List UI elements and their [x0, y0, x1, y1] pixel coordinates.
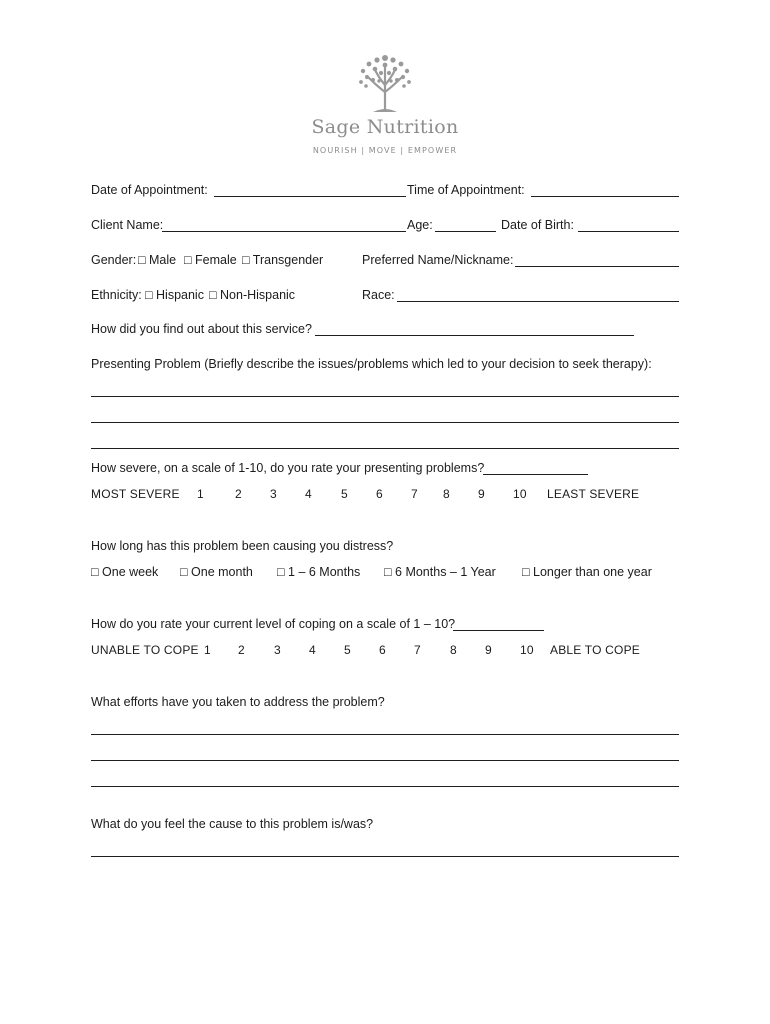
coping-high-label: ABLE TO COPE — [550, 643, 640, 657]
date-of-appointment-field[interactable] — [214, 196, 406, 197]
race-label: Race: — [362, 288, 395, 302]
cause-question: What do you feel the cause to this problem is/was? — [91, 817, 374, 831]
severity-scale-4[interactable]: 4 — [305, 487, 312, 501]
coping-scale-5[interactable]: 5 — [344, 643, 351, 657]
brand-tagline: NOURISH | MOVE | EMPOWER — [312, 146, 458, 155]
efforts-line-2[interactable] — [91, 760, 679, 761]
presenting-problem-line-2[interactable] — [91, 422, 679, 423]
severity-high-label: LEAST SEVERE — [547, 487, 640, 501]
coping-scale-3[interactable]: 3 — [274, 643, 281, 657]
severity-field[interactable] — [483, 474, 588, 475]
coping-scale-1[interactable]: 1 — [204, 643, 211, 657]
coping-field[interactable] — [453, 630, 544, 631]
severity-question: How severe, on a scale of 1-10, do you rate your presenting problems? — [91, 461, 485, 475]
severity-scale-10[interactable]: 10 — [513, 487, 527, 501]
date-of-appointment-label: Date of Appointment: — [91, 183, 208, 197]
severity-scale-9[interactable]: 9 — [478, 487, 485, 501]
client-name-field[interactable] — [162, 231, 406, 232]
severity-scale-8[interactable]: 8 — [443, 487, 450, 501]
coping-scale-7[interactable]: 7 — [414, 643, 421, 657]
duration-option-one-month[interactable]: □ One month — [180, 565, 253, 579]
sage-nutrition-logo — [0, 0, 770, 160]
severity-low-label: MOST SEVERE — [91, 487, 180, 501]
ethnicity-option-hispanic[interactable]: □ Hispanic — [145, 288, 204, 302]
duration-question: How long has this problem been causing you distress? — [91, 539, 394, 553]
race-field[interactable] — [397, 301, 679, 302]
age-field[interactable] — [435, 231, 496, 232]
severity-scale-1[interactable]: 1 — [197, 487, 204, 501]
severity-scale-7[interactable]: 7 — [411, 487, 418, 501]
severity-scale-5[interactable]: 5 — [341, 487, 348, 501]
gender-label: Gender: — [91, 253, 137, 267]
ethnicity-label: Ethnicity: — [91, 288, 142, 302]
efforts-question: What efforts have you taken to address the problem? — [91, 695, 385, 709]
find-out-field[interactable] — [315, 335, 634, 336]
coping-scale-8[interactable]: 8 — [450, 643, 457, 657]
coping-scale-10[interactable]: 10 — [520, 643, 534, 657]
cause-line-1[interactable] — [91, 856, 679, 857]
time-of-appointment-field[interactable] — [531, 196, 679, 197]
presenting-problem-line-3[interactable] — [91, 448, 679, 449]
preferred-name-field[interactable] — [515, 266, 679, 267]
coping-scale-6[interactable]: 6 — [379, 643, 386, 657]
duration-option-longer-than-one-year[interactable]: □ Longer than one year — [522, 565, 652, 579]
duration-option-one-week[interactable]: □ One week — [91, 565, 159, 579]
client-name-label: Client Name: — [91, 218, 164, 232]
tree-icon — [355, 52, 415, 114]
gender-option-female[interactable]: □ Female — [184, 253, 237, 267]
presenting-problem-line-1[interactable] — [91, 396, 679, 397]
brand-name: Sage Nutrition — [311, 116, 459, 138]
date-of-birth-field[interactable] — [578, 231, 679, 232]
duration-option-1-6-months[interactable]: □ 1 – 6 Months — [277, 565, 361, 579]
severity-scale-3[interactable]: 3 — [270, 487, 277, 501]
coping-question: How do you rate your current level of coping on a scale of 1 – 10? — [91, 617, 456, 631]
severity-scale-6[interactable]: 6 — [376, 487, 383, 501]
age-label: Age: — [407, 218, 433, 232]
presenting-problem-question: Presenting Problem (Briefly describe the issues/problems which led to your decision to seek therapy): — [91, 357, 652, 371]
coping-low-label: UNABLE TO COPE — [91, 643, 199, 657]
coping-scale-9[interactable]: 9 — [485, 643, 492, 657]
duration-option-6-months-1-year[interactable]: □ 6 Months – 1 Year — [384, 565, 496, 579]
severity-scale-2[interactable]: 2 — [235, 487, 242, 501]
preferred-name-label: Preferred Name/Nickname: — [362, 253, 514, 267]
efforts-line-1[interactable] — [91, 734, 679, 735]
efforts-line-3[interactable] — [91, 786, 679, 787]
date-of-birth-label: Date of Birth: — [501, 218, 574, 232]
gender-option-transgender[interactable]: □ Transgender — [242, 253, 324, 267]
coping-scale-2[interactable]: 2 — [238, 643, 245, 657]
coping-scale-4[interactable]: 4 — [309, 643, 316, 657]
gender-option-male[interactable]: □ Male — [138, 253, 177, 267]
find-out-label: How did you find out about this service? — [91, 322, 312, 336]
time-of-appointment-label: Time of Appointment: — [407, 183, 525, 197]
ethnicity-option-non-hispanic[interactable]: □ Non-Hispanic — [209, 288, 296, 302]
